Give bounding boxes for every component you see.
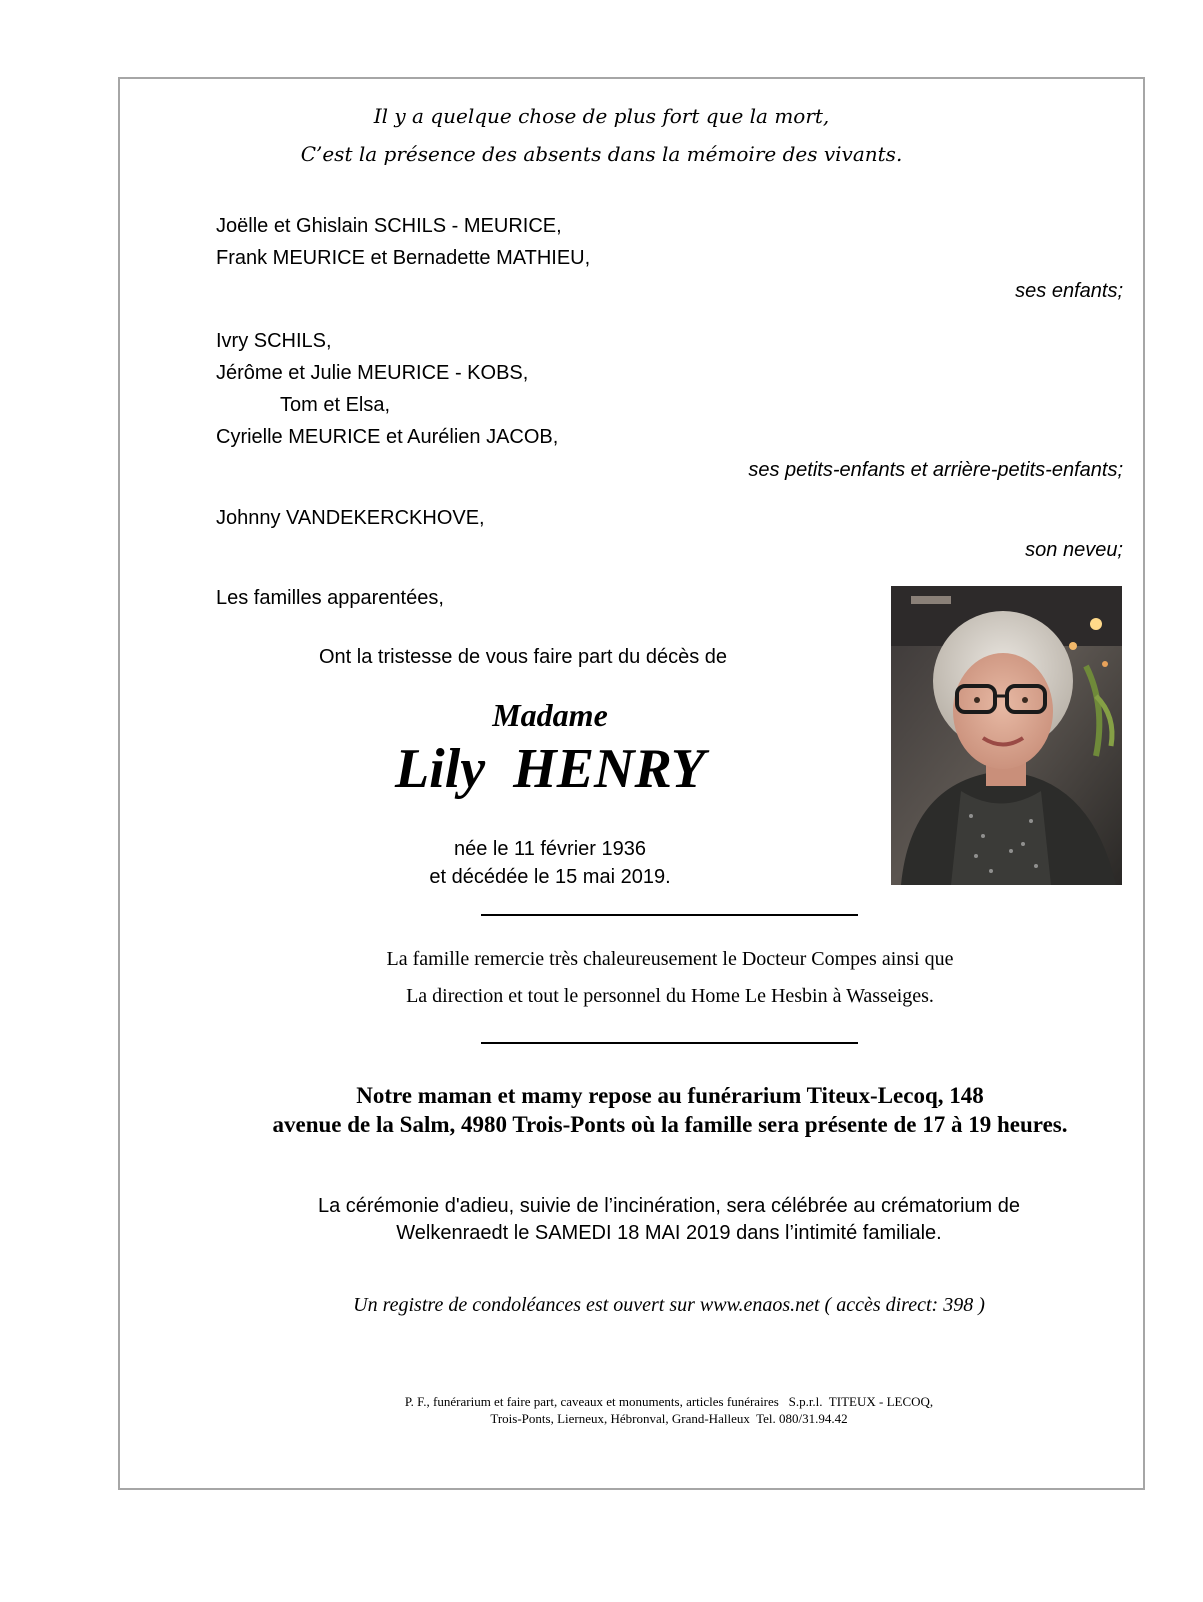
deceased-title: Madame [492, 697, 608, 733]
grandchildren-role: ses petits-enfants et arrière-petits-enfants; [748, 459, 1123, 481]
deceased-name: Lily HENRY [394, 738, 706, 800]
announcement-text: Ont la tristesse de vous faire part du décès de [319, 646, 727, 668]
children-role: ses enfants; [1015, 280, 1123, 302]
thanks-line-2: La direction et tout le personnel du Home Le Hesbin à Wasseiges. [406, 985, 934, 1007]
funerarium-line-2: avenue de la Salm, 4980 Trois-Ponts où la famille sera présente de 17 à 19 heures. [272, 1112, 1068, 1137]
child-name-2: Frank MEURICE et Bernadette MATHIEU, [216, 247, 591, 269]
footer-line-1: P. F., funérarium et faire part, caveaux et monuments, articles funéraires S.p.r.l. TITEUX - LECOQ, [404, 1394, 934, 1409]
grandchild-name-1: Ivry SCHILS, [216, 330, 332, 352]
families-line: Les familles apparentées, [216, 587, 444, 609]
divider-1 [481, 914, 858, 916]
footer-line-2: Trois-Ponts, Lierneux, Hébronval, Grand-Halleux Tel. 080/31.94.42 [490, 1411, 848, 1426]
divider-2 [481, 1042, 858, 1044]
death-date: et décédée le 15 mai 2019. [429, 866, 671, 888]
epigraph-line-2: C’est la présence des absents dans la mémoire des vivants. [300, 142, 903, 166]
condolence-registry: Un registre de condoléances est ouvert sur www.enaos.net ( accès direct: 398 ) [353, 1294, 985, 1316]
child-name-1: Joëlle et Ghislain SCHILS - MEURICE, [216, 215, 562, 237]
nephew-name: Johnny VANDEKERCKHOVE, [216, 507, 485, 529]
birth-date: née le 11 février 1936 [454, 838, 646, 860]
funerarium-line-1: Notre maman et mamy repose au funérarium Titeux-Lecoq, 148 [356, 1083, 984, 1108]
great-grandchildren-names: Tom et Elsa, [280, 394, 391, 416]
ceremony-line-2: Welkenraedt le SAMEDI 18 MAI 2019 dans l’intimité familiale. [396, 1222, 942, 1244]
grandchild-name-3: Cyrielle MEURICE et Aurélien JACOB, [216, 426, 559, 448]
ceremony-line-1: La cérémonie d'adieu, suivie de l’incinération, sera célébrée au crématorium de [318, 1195, 1020, 1217]
epigraph-line-1: Il y a quelque chose de plus fort que la mort, [373, 104, 830, 128]
grandchild-name-2: Jérôme et Julie MEURICE - KOBS, [216, 362, 529, 384]
thanks-line-1: La famille remercie très chaleureusement le Docteur Compes ainsi que [386, 948, 954, 970]
nephew-role: son neveu; [1025, 539, 1123, 561]
portrait-photo [891, 586, 1122, 885]
